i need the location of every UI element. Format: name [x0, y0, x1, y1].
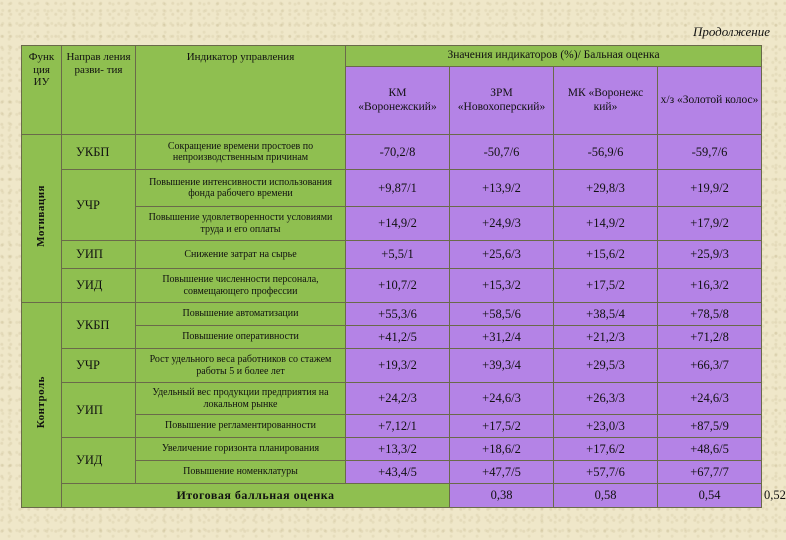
indicator-cell: Увеличение горизонта планирования	[136, 438, 346, 461]
value-cell: +41,2/5	[346, 326, 450, 349]
header-company: КМ «Воронежский»	[346, 67, 450, 135]
value-cell: -50,7/6	[450, 135, 554, 170]
value-cell: -70,2/8	[346, 135, 450, 170]
value-cell: +43,4/5	[346, 461, 450, 484]
value-cell: +13,9/2	[450, 170, 554, 207]
group-label: Контроль	[35, 376, 48, 429]
value-cell: +29,8/3	[554, 170, 658, 207]
value-cell: +58,5/6	[450, 303, 554, 326]
value-cell: +25,6/3	[450, 241, 554, 269]
value-cell: +14,9/2	[554, 207, 658, 241]
value-cell: +38,5/4	[554, 303, 658, 326]
direction-cell: УИД	[62, 438, 136, 484]
value-cell: +7,12/1	[346, 415, 450, 438]
value-cell: -59,7/6	[658, 135, 762, 170]
value-cell: +19,3/2	[346, 349, 450, 383]
value-cell: +14,9/2	[346, 207, 450, 241]
header-company: х/з «Золотой колос»	[658, 67, 762, 135]
indicator-cell: Повышение регламентированности	[136, 415, 346, 438]
value-cell: +39,3/4	[450, 349, 554, 383]
value-cell: +26,3/3	[554, 383, 658, 415]
group-control	[22, 303, 62, 508]
value-cell: +10,7/2	[346, 269, 450, 303]
value-cell: +15,3/2	[450, 269, 554, 303]
direction-cell: УКБП	[62, 303, 136, 349]
value-cell: +18,6/2	[450, 438, 554, 461]
continuation-caption: Продолжение	[692, 24, 770, 39]
indicator-cell: Повышение номенклатуры	[136, 461, 346, 484]
direction-cell: УКБП	[62, 135, 136, 170]
indicator-cell: Повышение численности персонала, совмещающего профессии	[136, 269, 346, 303]
value-cell: +25,9/3	[658, 241, 762, 269]
header-function: Функ ция ИУ	[22, 46, 62, 135]
header-company: ЗРМ «Новохоперский»	[450, 67, 554, 135]
value-cell: +23,0/3	[554, 415, 658, 438]
value-cell: +13,3/2	[346, 438, 450, 461]
direction-cell: УЧР	[62, 349, 136, 383]
value-cell: +31,2/4	[450, 326, 554, 349]
value-cell: +66,3/7	[658, 349, 762, 383]
value-cell: +24,2/3	[346, 383, 450, 415]
header-company: МК «Воронежс кий»	[554, 67, 658, 135]
value-cell: +5,5/1	[346, 241, 450, 269]
value-cell: +29,5/3	[554, 349, 658, 383]
value-cell: +15,6/2	[554, 241, 658, 269]
value-cell: +17,5/2	[450, 415, 554, 438]
value-cell: +21,2/3	[554, 326, 658, 349]
indicator-cell: Рост удельного веса работников со стажем работы 5 и более лет	[136, 349, 346, 383]
value-cell: +87,5/9	[658, 415, 762, 438]
value-cell: +9,87/1	[346, 170, 450, 207]
indicator-cell: Повышение автоматизации	[136, 303, 346, 326]
value-cell: +17,9/2	[658, 207, 762, 241]
indicator-cell: Сокращение времени простоев по непроизводственным причинам	[136, 135, 346, 170]
total-label: Итоговая балльная оценка	[62, 484, 450, 508]
value-cell: +19,9/2	[658, 170, 762, 207]
indicator-cell: Снижение затрат на сырье	[136, 241, 346, 269]
total-value: 0,54	[658, 484, 762, 508]
value-cell: +24,6/3	[450, 383, 554, 415]
header-values: Значения индикаторов (%)/ Бальная оценка	[346, 46, 762, 67]
value-cell: +67,7/7	[658, 461, 762, 484]
value-cell: +48,6/5	[658, 438, 762, 461]
value-cell: +47,7/5	[450, 461, 554, 484]
direction-cell: УИП	[62, 383, 136, 438]
value-cell: +24,9/3	[450, 207, 554, 241]
header-indicator: Индикатор управления	[136, 46, 346, 135]
indicator-cell: Повышение оперативности	[136, 326, 346, 349]
direction-cell: УИП	[62, 241, 136, 269]
value-cell: +78,5/8	[658, 303, 762, 326]
total-value: 0,58	[554, 484, 658, 508]
value-cell: +71,2/8	[658, 326, 762, 349]
value-cell: +17,6/2	[554, 438, 658, 461]
indicators-table: Функ ция ИУ Направ ления разви- тия Индикатор управления Значения индикаторов (%)/ Бальная оценка КМ «Воронежский» ЗРМ «Новохоперский» МК «Воронежс кий» х/з «Золотой колос» Мотивация УКБП Сокращение времени простоев по непроизводственным причинам -70,2/8 -50,7/6 -56,9/6 -59,7/6 УЧР Повышение интенсивности использования фонда рабочего времени +9,87/1 +13,9/2 +29,8/3 +19,9/2 Повышение удовлетворенности условиями труда и его оплаты +14,9/2 +24,9/3 +14,9/2 +17,9/2 УИП Снижение затрат на сырье +5,5/1 +25,6/3 +15,6/2 +25,9/3 УИД Повышение численности персонала, совмещающего профессии +10,7/2 +15,3/2 +17,5/2 +16,3/2 Контроль УКБП Повышение автоматизации +55,3/6 +58,5/6 +38,5/4 +78,5/8 Повышение оперативности +41,2/5 +31,2/4 +21,2/3 +71,2/8 УЧР Рост удельного веса работников со стажем работы 5 и более лет +19,3/2 +39,3/4 +29,5/3 +66,3/7 УИП Удельный вес продукции предприятия на локальном рынке +24,2/3 +24,6/3 +26,3/3 +24,6/3 Повышение регламентированности +7,12/1 +17,5/2 +23,0/3 +87,5/9 УИД Увеличение горизонта планирования +13,3/2 +18,6/2 +17,6/2 +48,6/5 Повышение номенклатуры +43,4/5 +47,7/5 +57,7/6 +67,7/7 Итоговая балльная оценка 0,38 0,58 0,54 0,52	[21, 45, 762, 508]
direction-cell: УЧР	[62, 170, 136, 241]
direction-cell: УИД	[62, 269, 136, 303]
value-cell: +55,3/6	[346, 303, 450, 326]
value-cell: +24,6/3	[658, 383, 762, 415]
value-cell: +17,5/2	[554, 269, 658, 303]
total-value: 0,38	[450, 484, 554, 508]
value-cell: -56,9/6	[554, 135, 658, 170]
group-motivation	[22, 135, 62, 303]
value-cell: +16,3/2	[658, 269, 762, 303]
group-label: Мотивация	[35, 184, 48, 247]
indicator-cell: Повышение удовлетворенности условиями труда и его оплаты	[136, 207, 346, 241]
value-cell: +57,7/6	[554, 461, 658, 484]
indicator-cell: Удельный вес продукции предприятия на локальном рынке	[136, 383, 346, 415]
header-direction: Направ ления разви- тия	[62, 46, 136, 135]
indicator-cell: Повышение интенсивности использования фонда рабочего времени	[136, 170, 346, 207]
